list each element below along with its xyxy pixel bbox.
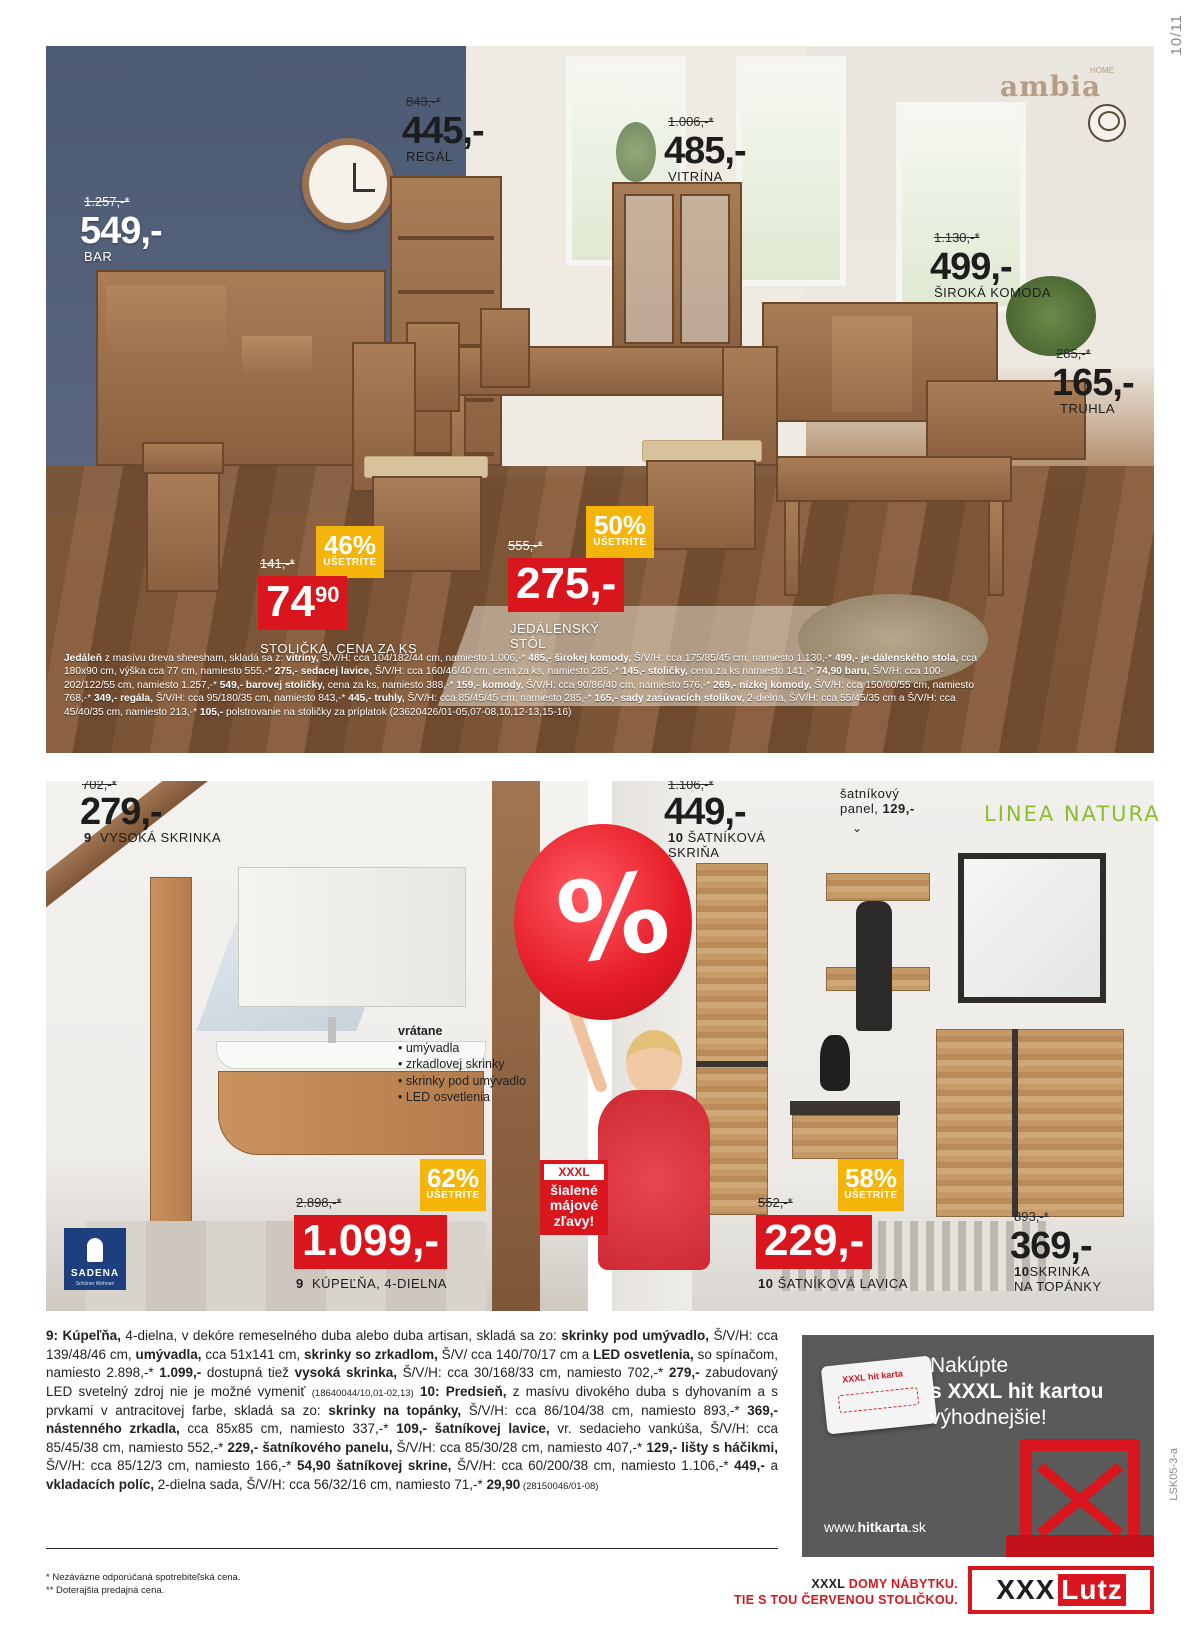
price-cents: 90 xyxy=(314,582,340,607)
mirror-cabinet xyxy=(238,867,466,1007)
komoda-label: ŠIROKÁ KOMODA xyxy=(934,285,1052,300)
stol-old-price: 555,-* xyxy=(508,538,543,553)
desc-bold: 165,- sady zasúvacích stolíkov, xyxy=(594,693,745,705)
tree-icon xyxy=(1088,104,1126,142)
woman-head xyxy=(626,1030,682,1096)
lavica-price: 229,- xyxy=(756,1215,872,1269)
lavica-discount-badge xyxy=(838,1159,904,1211)
topanky-label-line xyxy=(1014,1265,1102,1280)
hitkarta-line: Nakúpte xyxy=(930,1354,1009,1377)
vitrina-label: VITRÍNA xyxy=(668,169,723,184)
wardrobe-strip xyxy=(696,1061,768,1067)
desc-bold: 1.099,- xyxy=(159,1365,202,1381)
faucet xyxy=(328,1017,336,1043)
included-item: • umývadla xyxy=(398,1040,460,1055)
desc-bold: skrinky pod umývadlo, xyxy=(561,1328,710,1343)
desc-bold: umývadla, xyxy=(135,1346,202,1362)
desc-text: cena za ks, namiesto 388,-* xyxy=(324,679,457,691)
desc-text: Š/V/H: cca 85/45/45 cm, namiesto 285,-* xyxy=(404,693,595,705)
hanging-jacket xyxy=(856,901,892,1031)
vitrina-old-price: 1.006,-* xyxy=(668,114,714,129)
vitrine-glass xyxy=(680,194,730,344)
stol-price: 275,- xyxy=(508,558,624,612)
bath-hallway-description xyxy=(46,1327,778,1495)
lavica-label xyxy=(758,1277,908,1292)
bench-cushion xyxy=(790,1101,900,1115)
desc-text: so spínačom, namiesto 2.898,-* xyxy=(46,1346,778,1381)
stol-discount-badge xyxy=(586,506,654,558)
discount-value: 62% xyxy=(426,1163,480,1193)
included-item: • zrkadlovej skrinky xyxy=(398,1057,505,1071)
desc-text: cca 180x90 cm, výška cca 77 cm, namiesto 555,-* xyxy=(64,653,978,678)
chair-back xyxy=(480,308,530,388)
desc-text: cca 51x141 cm, xyxy=(201,1346,305,1362)
desc-text: z masívu divokého duba s dyhovaním a s prvkami v antracitovej farbe, skladá sa zo: xyxy=(46,1383,778,1418)
card-text: XXXL hit karta xyxy=(841,1368,904,1385)
desc-bold: 29,90 xyxy=(486,1477,521,1492)
desc-bold: 10: Predsieň, xyxy=(413,1383,507,1399)
promo-text xyxy=(544,1183,604,1229)
discount-label: UŠETRÍTE xyxy=(426,1190,480,1201)
desc-text: z masívu dreva sheesham, skladá sa z: xyxy=(101,653,286,664)
stol-label xyxy=(510,622,600,652)
desc-text: polstrovanie na stoličky za príplatok (23620426/01-05,07-08,10,12-13,15-16) xyxy=(223,706,572,718)
desc-text: Š/V/ cca 140/70/17 cm a xyxy=(437,1346,594,1362)
url-part: www. xyxy=(824,1519,858,1535)
slogan-line: TIE S TOU ČERVENOU STOLIČKOU. xyxy=(733,1593,958,1608)
desc-text: zabudovaný LED svetelný zdroj nie je možné vymeniť xyxy=(46,1365,779,1399)
hitkarta-line: výhodnejšie! xyxy=(930,1406,1047,1429)
divider xyxy=(46,1548,778,1549)
included-item: • LED osvetlenia xyxy=(398,1090,490,1104)
desc-code: (28150046/01-08) xyxy=(520,1481,599,1492)
kupelna-label-text: KÚPEĽŇA, 4-DIELNA xyxy=(311,1276,447,1291)
logo-part: Lutz xyxy=(1058,1574,1126,1606)
desc-text: vr. sedacieho vankúša, Š/V/H: cca 85/45/38 cm, namiesto 552,-* xyxy=(46,1421,778,1455)
logo-part: XXX xyxy=(996,1574,1056,1605)
promo-tag xyxy=(540,1160,608,1235)
chair-cushion xyxy=(642,440,762,462)
chair-seat xyxy=(1006,1535,1154,1557)
panel-label-line xyxy=(840,802,915,817)
desc-bold: 229,- šatníkového panelu, xyxy=(227,1439,393,1455)
bar-label: BAR xyxy=(84,249,113,264)
topanky-old-price: 893,-* xyxy=(1014,1209,1049,1224)
desc-bold: 159,- komody, xyxy=(456,679,524,691)
desc-text: 2-dielna sada, Š/V/H: cca 56/32/16 cm, namiesto 71,-* xyxy=(154,1477,487,1492)
desc-bold: 129,- lišty s háčikmi, xyxy=(646,1439,778,1455)
topanky-label xyxy=(1014,1265,1102,1295)
desc-bold: skrinky na topánky, xyxy=(328,1402,462,1418)
stol-label-line: STÔL xyxy=(510,635,546,651)
desc-text: 2-dielna, Š/V/H: cca 55/45/35 cm a Š/V/H: cca 45/40/35 cm, namiesto 213,-* xyxy=(64,693,956,718)
desc-text: dostupná tiež xyxy=(201,1365,295,1381)
xxxl-small-logo xyxy=(544,1164,604,1180)
sadena-sub: Schöner Wohnen xyxy=(75,1281,115,1287)
desc-bold: 145,- stoličky, xyxy=(621,666,688,678)
dining-description xyxy=(64,652,994,719)
desc-bold: 349,- regála, xyxy=(94,693,153,705)
slogan xyxy=(700,1576,958,1609)
item-number: 10 xyxy=(1014,1264,1030,1279)
vitrine-glass xyxy=(624,194,674,344)
desc-text: cena za ks namiesto 141,-* xyxy=(687,666,817,678)
bar-shelf xyxy=(106,286,226,366)
woman-red-dress xyxy=(598,1090,710,1270)
slogan-line xyxy=(700,1576,958,1592)
regal-label: REGÁL xyxy=(406,149,453,164)
percent-icon: % xyxy=(549,846,677,990)
skrina-price: 449,- xyxy=(664,791,746,833)
promo-line: šialené xyxy=(550,1182,598,1198)
item-number: 10 xyxy=(668,830,684,845)
item-number: 9 xyxy=(296,1276,304,1291)
desc-text: Š/V/H: cca 90/86/40 cm, namiesto 576,-* xyxy=(523,679,714,691)
included-heading: vrátane xyxy=(398,1024,443,1038)
ambia-logo-sub: HOME xyxy=(1090,66,1114,75)
topanky-price: 369,- xyxy=(1010,1225,1092,1267)
lavica-old-price: 552,-* xyxy=(758,1195,793,1210)
kupelna-discount-badge xyxy=(420,1159,486,1211)
stolicka-price xyxy=(258,576,347,630)
desc-bold: 369,- nástenného zrkadla, xyxy=(46,1402,779,1437)
desc-bold: 74,90 baru, xyxy=(816,666,870,678)
hitkarta-banner[interactable] xyxy=(802,1335,1154,1557)
desc-text: Š/V/H: cca 104/182/44 cm, namiesto 1.006,-* xyxy=(318,653,529,664)
discount-label: UŠETRÍTE xyxy=(323,557,377,568)
desc-bold: 499,- je-dálenského stola, xyxy=(834,653,959,664)
discount-value: 46% xyxy=(323,530,377,560)
footnotes xyxy=(46,1572,240,1598)
bar-old-price: 1.257,-* xyxy=(84,194,130,209)
logo-part: L xyxy=(582,1165,590,1179)
regal-old-price: 843,-* xyxy=(406,94,441,109)
item-number: 9 xyxy=(84,830,92,845)
included-item: • skrinky pod umývadlo xyxy=(398,1073,527,1088)
desc-text: cca 85x85 cm, namiesto 337,-* xyxy=(179,1421,397,1437)
promo-line: májové xyxy=(549,1197,599,1214)
clock-hand xyxy=(353,189,375,192)
desc-text: Š/V/H: cca 95/180/35 cm, namiesto 843,-* xyxy=(152,693,349,705)
desc-text: Š/V/H: cca 86/104/38 cm, namiesto 893,-* xyxy=(461,1402,748,1418)
stool-seat xyxy=(142,442,224,474)
komoda-old-price: 1.130,-* xyxy=(934,230,980,245)
coffee-table xyxy=(776,456,1012,502)
sadena-symbol-icon xyxy=(87,1238,103,1262)
desc-bold: vysoká skrinka, xyxy=(294,1365,398,1381)
tall-cabinet xyxy=(150,877,192,1237)
chair-cushion xyxy=(364,456,488,478)
truhla-old-price: 285,-* xyxy=(1056,346,1091,361)
skrina-label-line xyxy=(668,831,766,846)
skrinka-old-price: 702,-* xyxy=(82,781,117,792)
sadena-name: SADENA xyxy=(70,1268,120,1279)
wall-clock xyxy=(302,138,394,230)
discount-value: 50% xyxy=(593,510,647,540)
ambia-logo: ambia xyxy=(1000,70,1102,103)
bench xyxy=(792,1115,898,1159)
url-part: .sk xyxy=(908,1519,926,1535)
card-field xyxy=(838,1387,919,1413)
bar-drawer xyxy=(242,336,312,376)
skrina-old-price: 1.106,-* xyxy=(668,781,714,792)
regal-price: 445,- xyxy=(402,110,484,152)
desc-text: Š/V/H: cca 85/12/3 cm, namiesto 166,-* xyxy=(46,1458,297,1474)
discount-label: UŠETRÍTE xyxy=(844,1190,898,1201)
clock-hand xyxy=(353,163,356,191)
skrina-label xyxy=(668,831,766,861)
topanky-label-text: SKRINKA xyxy=(1029,1264,1091,1279)
sadena-logo xyxy=(64,1228,126,1290)
desc-bold: 109,- šatníkovej lavice, xyxy=(396,1421,550,1437)
red-balloon xyxy=(514,824,692,1020)
page-number: 10/11 xyxy=(1168,14,1185,56)
kupelna-old-price: 2.898,-* xyxy=(296,1195,342,1210)
discount-label: UŠETRÍTE xyxy=(593,537,647,548)
hitkarta-url[interactable] xyxy=(824,1519,926,1535)
chair-legs xyxy=(646,460,756,550)
desc-bold: 54,90 šatníkovej skrine, xyxy=(296,1458,452,1474)
vitrina-price: 485,- xyxy=(664,130,746,172)
desc-text: Š/V/H: cca 85/30/28 cm, namiesto 407,-* xyxy=(392,1439,647,1455)
linea-natura-logo: LINEA NATURA xyxy=(984,802,1161,826)
desc-bold: 445,- truhly, xyxy=(348,693,405,705)
dining-table-top xyxy=(426,346,766,396)
desc-bold: 485,- širokej komody, xyxy=(528,653,632,664)
shoe-cabinet xyxy=(936,1029,1124,1217)
footnote: * Nezáväzne odporúčaná spotrebiteľská cena. xyxy=(46,1572,241,1583)
skrina-label-line: SKRIŇA xyxy=(668,844,720,860)
desc-bold: 9: Kúpeľňa, xyxy=(46,1328,121,1343)
slogan-brand: XXXL xyxy=(811,1577,849,1591)
coffee-table-leg xyxy=(784,500,800,596)
desc-bold: 449,- xyxy=(734,1458,765,1474)
desc-text: Š/V/H: cca 60/200/38 cm, namiesto 1.106,-* xyxy=(451,1458,735,1474)
promo-line: zľavy! xyxy=(553,1212,595,1229)
slogan-text: DOMY NÁBYTKU. xyxy=(848,1577,958,1591)
desc-bold: vitríny, xyxy=(285,653,319,664)
side-code: LSK05-3-a xyxy=(1168,1448,1180,1501)
desc-bold: vkladacích políc, xyxy=(46,1477,155,1492)
plant xyxy=(616,122,656,182)
skrinka-label-text: VYSOKÁ SKRINKA xyxy=(99,830,222,845)
discount-value: 58% xyxy=(844,1163,898,1193)
desc-code: (18640044/10,01-02,13) xyxy=(311,1387,414,1399)
price-main: 74 xyxy=(266,577,315,626)
dining-room-photo xyxy=(46,46,1154,753)
coffee-table-leg xyxy=(988,500,1004,596)
chair-legs xyxy=(372,476,482,572)
desc-bold: Jedáleň xyxy=(64,653,102,664)
kupelna-label xyxy=(296,1277,447,1292)
kupelna-price: 1.099,- xyxy=(294,1215,447,1269)
desc-text: Š/V/H: cca 30/168/33 cm, namiesto 702,-* xyxy=(397,1365,669,1381)
truhla-price: 165,- xyxy=(1052,362,1134,404)
lavica-label-text: ŠATNÍKOVÁ LAVICA xyxy=(777,1276,908,1291)
desc-text: Š/V/H: cca 150/60/55 cm, namiesto 768,-* xyxy=(64,679,974,705)
window-middle xyxy=(736,56,846,286)
komoda-price: 499,- xyxy=(930,246,1012,288)
stool-frame xyxy=(146,472,220,592)
topanky-label-line: NA TOPÁNKY xyxy=(1014,1278,1102,1294)
logo-inner xyxy=(972,1570,1150,1610)
coat-panel xyxy=(826,873,930,901)
shoe-cabinet-strip xyxy=(1012,1029,1018,1217)
hitkarta-card-image xyxy=(821,1355,938,1434)
hanging-bag xyxy=(820,1035,850,1091)
truhla-label: TRUHLA xyxy=(1060,401,1116,416)
desc-text: Š/V/H: cca 100-202/122/55 cm, namiesto 1.257,-* xyxy=(64,666,944,691)
chevron-down-icon: ⌄ xyxy=(852,821,863,835)
desc-bold: 549,- barovej stoličky, xyxy=(219,679,325,691)
sideboard-drawers xyxy=(832,316,912,412)
panel-label-text: panel, xyxy=(840,800,879,816)
desc-bold: skrinky so zrkadlom, xyxy=(304,1346,438,1362)
included-items xyxy=(398,1023,526,1106)
desc-bold: 105,- xyxy=(199,706,224,718)
url-part: hitkarta xyxy=(857,1519,909,1535)
logo-part: XXX xyxy=(558,1165,583,1179)
bar-price: 549,- xyxy=(80,210,162,252)
desc-bold: LED osvetlenia, xyxy=(593,1346,694,1362)
panel-label xyxy=(840,787,915,817)
skrinka-label xyxy=(84,831,221,846)
desc-text: Š/V/H: cca 160/46/40 cm, cena za ks, namiesto 285,-* xyxy=(372,666,622,678)
desc-bold: 275,- sedacej lavice, xyxy=(274,666,373,678)
hitkarta-line: s XXXL hit kartou xyxy=(930,1380,1104,1403)
footnote: ** Doterajšia predajná cena. xyxy=(46,1584,165,1596)
wall-mirror xyxy=(958,853,1106,1003)
item-number: 10 xyxy=(758,1276,774,1291)
desc-text: a xyxy=(764,1458,778,1474)
desc-text: 4-dielna, v dekóre remeselného duba alebo duba artisan, skladá sa zo: xyxy=(120,1328,562,1343)
stol-label-line: JEDÁLENSKÝ xyxy=(510,621,600,636)
desc-text: Š/V/H: cca 175/85/45 cm, namiesto 1.130,-* xyxy=(631,653,835,664)
skrina-label-text: ŠATNÍKOVÁ xyxy=(687,830,766,845)
panel-price: 129,- xyxy=(882,800,915,816)
desc-bold: 279,- xyxy=(668,1365,700,1381)
stolicka-old-price: 141,-* xyxy=(260,556,295,571)
stolicka-discount-badge xyxy=(316,526,384,578)
desc-bold: 269,- nízkej komody, xyxy=(713,679,812,691)
panel-label-line: šatníkový xyxy=(840,786,900,801)
xxxl-lutz-logo[interactable] xyxy=(968,1566,1154,1614)
desc-text: Š/V/H: cca 139/48/46 cm, xyxy=(46,1328,778,1362)
skrinka-price: 279,- xyxy=(80,791,162,833)
stolicka-label: STOLIČKA, CENA ZA KS xyxy=(260,641,418,656)
